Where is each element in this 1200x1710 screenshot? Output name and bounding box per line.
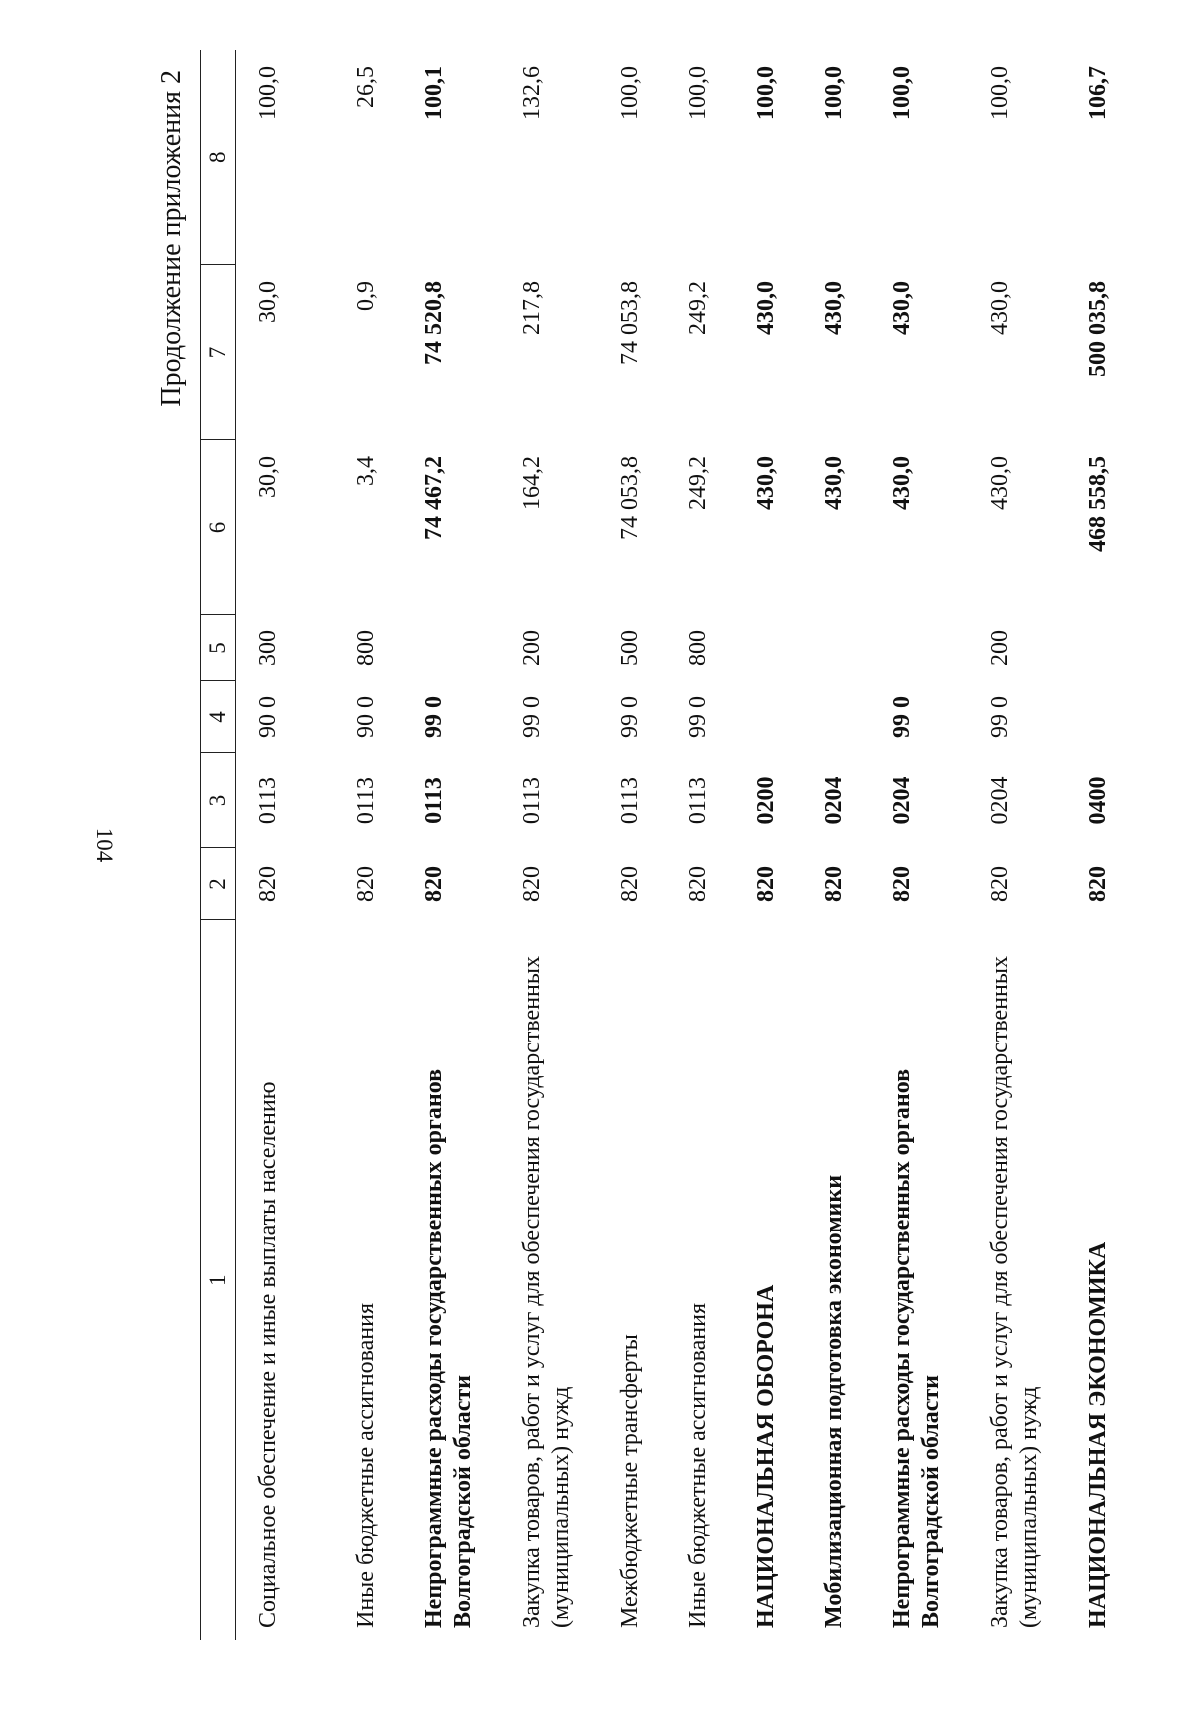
cell-code-4 — [734, 681, 802, 753]
cell-code-3: 0113 — [685, 776, 711, 825]
cell-code-3: 0113 — [353, 776, 379, 825]
cell-code-2: 820 — [255, 866, 281, 902]
cell-code-3: 0204 — [889, 776, 915, 825]
cell-code-2: 820 — [353, 866, 379, 902]
cell-value-7: 430,0 — [821, 281, 847, 335]
cell-value-6: 249,2 — [685, 456, 711, 510]
cell-value-6: 430,0 — [821, 456, 847, 510]
page-number: 104 — [92, 827, 117, 863]
cell-value-6: 430,0 — [889, 456, 915, 510]
column-header: 1 — [201, 920, 236, 1640]
row-name: Непрограммные расходы государственных органов Волгоградской области — [889, 1068, 944, 1628]
cell-value-6: 430,0 — [753, 456, 779, 510]
cell-code-3: 0113 — [421, 777, 447, 824]
cell-value-6: 430,0 — [987, 456, 1013, 510]
cell-code-4: 99 0 — [519, 696, 545, 738]
cell-value-8: 100,0 — [753, 66, 779, 120]
table-row — [334, 50, 402, 1640]
row-name: Социальное обеспечение и иные выплаты населению — [255, 1081, 281, 1628]
cell-code-2: 820 — [519, 866, 545, 902]
cell-value-6: 164,2 — [519, 456, 545, 510]
cell-code-5: 500 — [617, 630, 643, 666]
cell-code-2: 820 — [889, 866, 915, 902]
row-name: Мобилизационная подготовка экономики — [821, 1174, 847, 1628]
row-name: НАЦИОНАЛЬНАЯ ЭКОНОМИКА — [1085, 1241, 1111, 1628]
column-header: 4 — [201, 681, 236, 753]
column-header: 6 — [201, 440, 236, 615]
cell-code-5 — [1066, 615, 1134, 681]
cell-value-7: 430,0 — [753, 281, 779, 335]
cell-code-3: 0113 — [255, 776, 281, 825]
cell-value-8: 100,0 — [889, 66, 915, 120]
cell-code-2: 820 — [1085, 866, 1111, 902]
cell-value-8: 100,1 — [421, 66, 447, 120]
cell-code-4: 90 0 — [255, 696, 281, 738]
cell-value-8: 26,5 — [353, 66, 379, 108]
table-row — [236, 50, 335, 1640]
cell-code-3: 0204 — [987, 776, 1013, 825]
cell-code-4: 99 0 — [421, 696, 447, 738]
cell-value-6: 74 467,2 — [421, 456, 447, 540]
row-name: НАЦИОНАЛЬНАЯ ОБОРОНА — [753, 1284, 779, 1628]
table-row — [802, 50, 870, 1640]
cell-code-2: 820 — [421, 866, 447, 902]
table-row — [870, 50, 968, 1640]
column-header: 2 — [201, 848, 236, 920]
table-row — [666, 50, 734, 1640]
cell-value-6: 74 053,8 — [617, 456, 643, 540]
cell-value-7: 249,2 — [685, 281, 711, 335]
row-name: Межбюджетные трансферты — [617, 1334, 643, 1628]
table-row — [968, 50, 1066, 1640]
cell-value-8: 100,0 — [255, 66, 281, 120]
cell-code-5: 200 — [519, 630, 545, 666]
rotated-page-content — [150, 50, 1170, 1640]
cell-value-7: 217,8 — [519, 281, 545, 335]
cell-code-2: 820 — [617, 866, 643, 902]
column-header: 5 — [201, 615, 236, 681]
row-name: Закупка товаров, работ и услуг для обеспечения государственных (муниципальных) нужд — [519, 955, 574, 1628]
cell-code-2: 820 — [685, 866, 711, 902]
cell-code-3: 0113 — [617, 776, 643, 825]
column-header: 7 — [201, 265, 236, 440]
cell-code-5: 300 — [255, 630, 281, 666]
cell-code-5 — [734, 615, 802, 681]
cell-value-8: 100,0 — [617, 66, 643, 120]
row-name: Иные бюджетные ассигнования — [353, 1303, 379, 1628]
cell-code-5 — [870, 615, 968, 681]
cell-code-3: 0204 — [821, 776, 847, 825]
appendix-caption: Продолжение приложения 2 — [156, 70, 187, 407]
cell-code-5: 800 — [685, 630, 711, 666]
cell-code-5 — [402, 615, 500, 681]
cell-value-7: 74 053,8 — [617, 281, 643, 365]
column-header: 3 — [201, 753, 236, 848]
cell-code-4: 99 0 — [987, 696, 1013, 738]
table-header-row — [201, 50, 236, 1640]
cell-value-7: 500 035,8 — [1085, 281, 1111, 377]
cell-code-4 — [802, 681, 870, 753]
table-row — [402, 50, 500, 1640]
cell-code-5: 200 — [987, 630, 1013, 666]
cell-code-4: 90 0 — [353, 696, 379, 738]
row-name: Непрограммные расходы государственных органов Волгоградской области — [421, 1068, 476, 1628]
cell-code-3: 0200 — [753, 776, 779, 825]
cell-code-4: 99 0 — [889, 696, 915, 738]
cell-code-5: 800 — [353, 630, 379, 666]
cell-code-3: 0113 — [519, 776, 545, 825]
cell-value-8: 100,0 — [685, 66, 711, 120]
cell-value-8: 132,6 — [519, 66, 545, 120]
cell-code-5 — [802, 615, 870, 681]
table-row — [1066, 50, 1134, 1640]
row-name: Иные бюджетные ассигнования — [685, 1303, 711, 1628]
budget-table — [200, 50, 1134, 1640]
cell-code-2: 820 — [753, 866, 779, 902]
row-name: Закупка товаров, работ и услуг для обеспечения государственных (муниципальных) нужд — [987, 955, 1042, 1628]
cell-value-7: 430,0 — [987, 281, 1013, 335]
cell-value-7: 0,9 — [353, 281, 379, 311]
cell-code-2: 820 — [821, 866, 847, 902]
cell-code-3: 0400 — [1085, 776, 1111, 825]
table-row — [500, 50, 598, 1640]
cell-code-4 — [1066, 681, 1134, 753]
cell-value-7: 74 520,8 — [421, 281, 447, 365]
column-header: 8 — [201, 50, 236, 265]
table-row — [598, 50, 666, 1640]
cell-value-6: 3,4 — [353, 456, 379, 486]
cell-value-7: 30,0 — [255, 281, 281, 323]
cell-code-4: 99 0 — [617, 696, 643, 738]
cell-value-6: 468 558,5 — [1085, 456, 1111, 552]
cell-value-6: 30,0 — [255, 456, 281, 498]
cell-value-7: 430,0 — [889, 281, 915, 335]
cell-value-8: 100,0 — [987, 66, 1013, 120]
cell-value-8: 100,0 — [821, 66, 847, 120]
cell-code-4: 99 0 — [685, 696, 711, 738]
cell-value-8: 106,7 — [1085, 66, 1111, 120]
table-row — [734, 50, 802, 1640]
cell-code-2: 820 — [987, 866, 1013, 902]
